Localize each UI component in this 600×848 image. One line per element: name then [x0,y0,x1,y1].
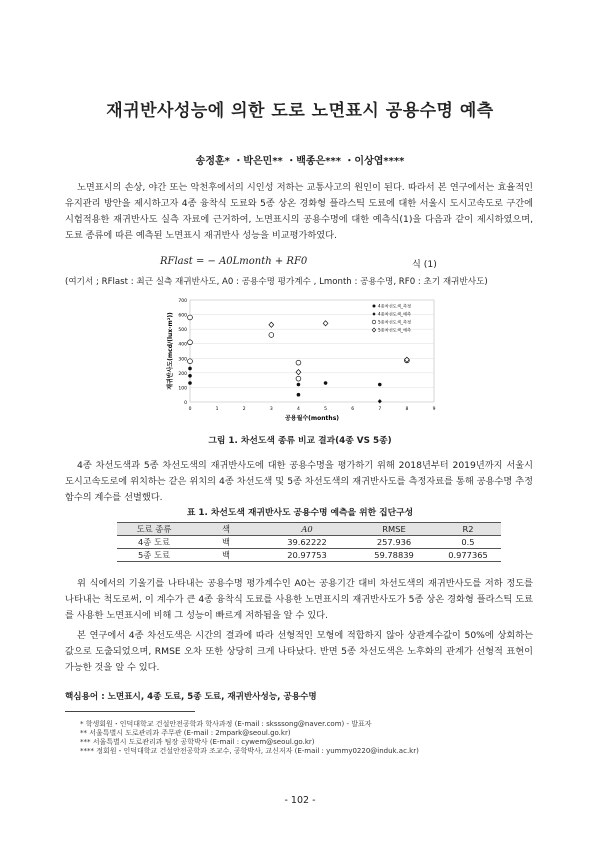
equation: RFlast = − A0Lmonth + RF0 [160,256,308,267]
legend-label: 5종차선도색_측정 [378,319,412,325]
table-cell: 4종 도료 [117,536,191,549]
x-tick-label: 4 [297,407,300,412]
table-header-cell: 도료 종류 [117,523,191,536]
y-tick-label: 600 [178,313,187,319]
footnote: **** 정회원・인덕대학교 건설안전공학과 조교수, 공학박사, 교신저자 (E-mail : yummy0220@induk.ac.kr) [80,747,419,755]
table-cell: 0.5 [435,536,501,549]
equation-number: 식 (1) [412,259,437,270]
figure-caption: 그림 1. 차선도색 종류 비교 결과(4종 VS 5종) [208,436,392,446]
results-table [117,522,501,562]
data-point [378,383,382,387]
table-cell: 59.78839 [353,549,435,562]
authors: 송정훈* ・박은민** ・백종은*** ・이상엽**** [195,156,405,167]
table-cell: 39.62222 [261,536,353,549]
x-tick-label: 8 [405,407,409,412]
y-axis-label: 재귀반사도(mcd/(lux·m²)) [167,312,174,390]
data-point [297,383,301,387]
y-tick-label: 100 [178,386,187,392]
scatter-chart [160,294,450,424]
data-point [296,376,301,381]
x-tick-label: 1 [215,407,219,412]
x-tick-label: 0 [188,407,192,412]
y-tick-label: 0 [184,401,187,406]
table-caption: 표 1. 차선도색 재귀반사도 공용수명 예측을 위한 집단구성 [186,508,414,518]
table-header-row [117,523,501,536]
x-tick-label: 5 [324,407,327,412]
footnote: * 학생회원・인덕대학교 건설안전공학과 학사과정 (E-mail : sksssong@naver.com) - 발표자 [80,720,372,728]
body-paragraph-4: 본 연구에서 4종 차선도색은 시간의 결과에 따라 선형적인 모형에 적합하지 않아 상관계수값이 50%에 상회하는 값으로 도출되었으며, RMSE 오차 또한 상당히 크게 나타났다. 반면 5종 차선도색은 노후화의 관계가 선형적 표현이 가능한 것을 알 수 있다. [65,630,533,673]
table-header-cell: R2 [435,523,501,536]
paper-title: 재귀반사성능에 의한 도로 노면표시 공용수명 예측 [106,101,494,121]
footnote-divider [65,711,195,712]
table-row [117,536,501,549]
abstract-paragraph: 노면표시의 손상, 야간 또는 악천후에서의 시인성 저하는 교통사고의 원인이 된다. 따라서 본 연구에서는 효율적인 유지관리 방안을 제시하고자 4종 융착식 도료와 5종 상온 경화형 플라스틱 도료에 대한 서울시 도시고속도로 구간에 시험적용한 재귀반사도 실측 자료에 근거하여, 노면표시의 공용수명에 대한 예측식(1)을 다음과 같이 제시하였으며, 도료 종류에 따른 예측된 노면표시 재귀반사 성능을 비교평가하였다. [65,182,533,241]
keywords: 핵심용어 : 노면표시, 4종 도료, 5종 도료, 재귀반사성능, 공용수명 [65,692,317,702]
legend-marker [373,305,376,308]
legend-label: 4종차선도색_예측 [378,311,412,317]
y-tick-label: 500 [178,328,187,334]
data-point [188,315,193,320]
footnote: ** 서울특별시 도로관리과 주무관 (E-mail : 2mpark@seoul.go.kr) [80,729,291,737]
data-point [269,333,274,338]
data-point [188,359,193,364]
table-cell: 백 [191,549,261,562]
page-number: - 102 - [284,795,316,806]
y-tick-label: 300 [178,357,187,363]
body-paragraph-2: 4종 차선도색과 5종 차선도색의 재귀반사도에 대한 공용수명을 평가하기 위해 2018년부터 2019년까지 서울시 도시고속도로에 위치하는 같은 위치의 4종 차선도색 및 5종 차선도색의 재귀반사도를 측정자료를 통해 공용수명 추정함수의 계수를 선별했다. [65,460,533,503]
x-tick-label: 6 [351,407,355,412]
equation-legend: (여기서 ; RFlast : 최근 실측 재귀반사도, A0 : 공용수명 평가계수 , Lmonth : 공용수명, RF0 : 초기 재귀반사도) [65,277,488,287]
table-row [117,549,501,562]
table-cell: 백 [191,536,261,549]
y-tick-label: 700 [178,299,187,304]
table-header-cell: RMSE [353,523,435,536]
table-cell: 0.977365 [435,549,501,562]
y-tick-label: 200 [178,371,187,377]
data-point [188,381,192,385]
y-tick-label: 400 [178,342,187,348]
table-cell: 5종 도료 [117,549,191,562]
data-point [324,381,328,385]
table-cell: 257.936 [353,536,435,549]
x-axis-label: 공용월수(months) [284,415,340,422]
table-header-cell: A0 [261,523,353,536]
data-point [296,360,301,365]
footnote: *** 서울특별시 도로관리과 팀장 공학박사 (E-mail : cywem@seoul.go.kr) [80,738,315,746]
x-tick-label: 9 [432,407,436,412]
legend-label: 5종차선도색_예측 [378,327,412,333]
x-tick-label: 3 [269,407,273,412]
table-header-cell: 색 [191,523,261,536]
legend-label: 4종차선도색_측정 [378,303,412,309]
data-point [297,393,301,397]
data-point [188,367,192,371]
table-cell: 20.97753 [261,549,353,562]
body-paragraph-3: 위 식에서의 기울기를 나타내는 공용수명 평가계수인 A0는 공용기간 대비 차선도색의 재귀반사도를 저하 정도를 나타내는 척도로써, 이 계수가 큰 4종 융착식 도료를 사용한 노면표시의 재귀반사도가 5종 상온 경화형 플라스틱 도료를 사용한 노면표시에 비해 그 성능이 빠르게 저하됨을 알 수 있다. [65,578,533,621]
data-point [188,340,193,345]
x-tick-label: 7 [378,407,382,412]
data-point [188,374,192,378]
legend-marker [372,320,376,324]
x-tick-label: 2 [242,407,246,412]
